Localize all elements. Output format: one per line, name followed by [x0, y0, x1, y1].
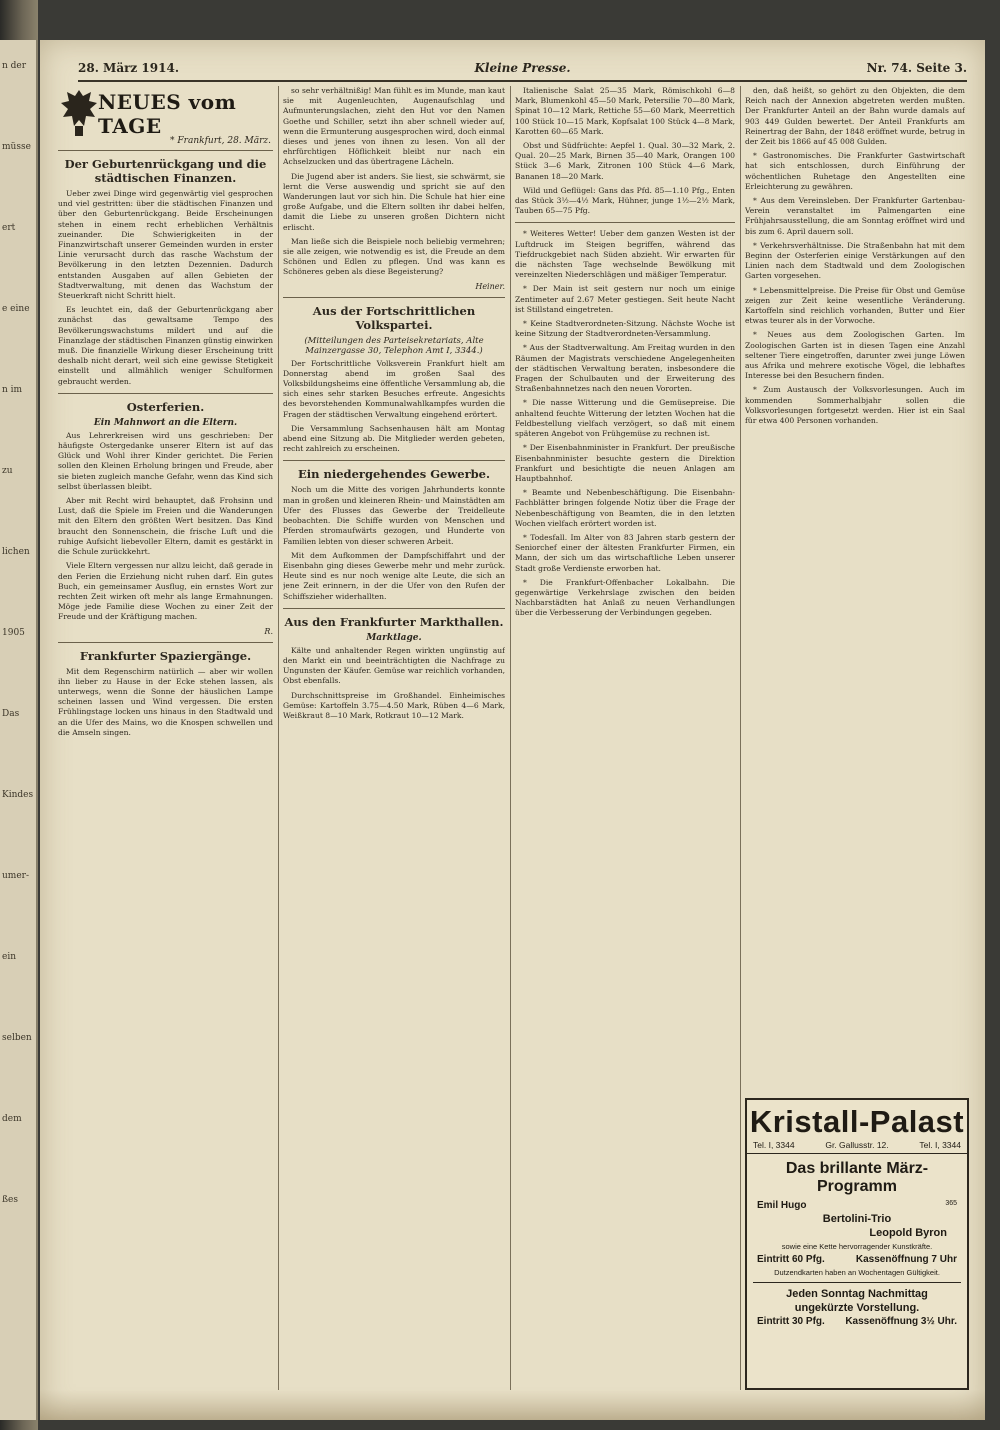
divider	[58, 393, 273, 394]
ad-contact-row	[747, 1140, 967, 1154]
divider	[515, 222, 735, 223]
fragment-line: n der	[2, 61, 27, 71]
paragraph: Der Fortschrittliche Volksverein Frankfurt hielt am Donnerstag abend im großen Saal des Volksbildungsheims eine öffentliche Versammlung ab, die sich eines sehr starken Besuches erfreute. Angesichts des bevorstehenden Kommunalwahlkampfes wurden die Fragen der städtischen Verwaltung eingehend erörtert.	[283, 358, 505, 419]
article-headline: Aus der Fortschrittlichen Volkspartei.	[312, 303, 476, 332]
notice: * Der Eisenbahnminister in Frankfurt. Der preußische Eisenbahnminister besuchte gestern die Direktion Frankfurt und besichtigte die neuen Anlagen am Hauptbahnhof.	[515, 443, 735, 483]
article-subhead: Marktlage.	[366, 632, 422, 643]
notice: * Beamte und Nebenbeschäftigung. Die Eisenbahn-Fachblätter bringen folgende Notiz über die Frage der Nebenbeschäftigung von Beamten, die in den letzten Wochen vielfach erörtert worden ist.	[515, 488, 735, 528]
signature: Heiner.	[475, 281, 505, 291]
ad-telephone: Tel. I, 3344	[753, 1140, 795, 1150]
paragraph: Durchschnittspreise im Großhandel. Einheimisches Gemüse: Kartoffeln 3.75—4.50 Mark, Rüben 4—6 Mark, Weißkraut 8—10 Mark, Rotkraut 10—12 Mark.	[283, 690, 505, 720]
ad-performer: Emil Hugo	[757, 1200, 807, 1211]
divider	[283, 608, 505, 609]
paragraph: Ueber zwei Dinge wird gegenwärtig viel gesprochen und viel gestritten: über die städtischen Finanzen und über den Geburtenrückgang. Beide Erscheinungen stehen in einem recht erheblichen Verhältnis zueinander. Die Schwierigkeiten in der Finanzwirtschaft unserer Gemeinden wurden in erster Linie verursacht durch das rasche Wachstum der Bevölkerung in den letzten Dezennien. Dadurch entstanden Ausgaben auf allen Gebieten der Stadtverwaltung, mit denen das Wachstum der Steuerkraft nicht Schritt hielt.	[58, 189, 273, 301]
fragment-line: Kindes	[2, 790, 34, 800]
article-headline: Der Geburtenrückgang und die städtischen Finanzen.	[64, 157, 267, 185]
ad-box-office: Kassenöffnung 3½ Uhr.	[845, 1316, 957, 1327]
notice: * Weiteres Wetter! Ueber dem ganzen Westen ist der Luftdruck im Steigen begriffen, während das Tiefdruckgebiet nach Süden abzieht. Wir erwarten für die nächsten Tage wechselnde Bewölkung mit vereinzelten Niederschlägen und mäßiger Temperatur.	[515, 229, 735, 280]
notice: * Neues aus dem Zoologischen Garten. Im Zoologischen Garten ist in diesen Tagen eine Anzahl seltener Tiere eingetroffen, darunter zwei junge Löwen aus Afrika und mehrere exotische Vögel, die lebhaftes Interesse bei den Besuchern finden.	[745, 330, 965, 381]
notice: * Keine Stadtverordneten-Sitzung. Nächste Woche ist keine Sitzung der Stadtverordneten-Versammlung.	[515, 319, 735, 339]
ad-admission: Eintritt 60 Pfg.	[757, 1254, 825, 1265]
frankfurt-eagle-icon	[58, 86, 100, 142]
ad-admission: Eintritt 30 Pfg.	[757, 1316, 825, 1327]
fragment-line: 1905	[2, 628, 25, 638]
paragraph: so sehr verhältnißig! Man fühlt es im Munde, man kaut sie mit Augenleuchten, Augenaufschlag und Aufmunterungslachen, zieht den Hut vor den Namen Goethe und Schiller, setzt ihn aber schnell wieder auf, wenn die Ermunterung ausgesprochen wird, doch einmal dieses und jenes von ihnen zu lesen. Von all der ehrfürchtigen Höflichkeit bleibt nur nach ein Achselzucken und das übertragene Lächeln.	[283, 86, 505, 167]
kristall-palast-advertisement	[745, 1098, 969, 1390]
paragraph: Wild und Geflügel: Gans das Pfd. 85—1.10 Pfg., Enten das Stück 3½—4½ Mark, Hühner, junge 1½—2½ Mark, Tauben 65—75 Pfg.	[515, 185, 735, 216]
paragraph: Die Versammlung Sachsenhausen hält am Montag abend eine Sitzung ab. Die Mitglieder werden gebeten, recht zahlreich zu erscheinen.	[283, 423, 505, 454]
fragment-line: n im	[2, 385, 23, 395]
fragment-line: ert	[2, 223, 16, 233]
ad-sunday-admission-row	[747, 1316, 967, 1327]
ad-sunday: Jeden Sonntag Nachmittag	[786, 1288, 928, 1300]
notice: * Verkehrsverhältnisse. Die Straßenbahn hat mit dem Beginn der Osterferien einige Verstärkungen auf den Linien nach dem Stadtwald und dem Zoologischen Garten vorgesehen.	[745, 240, 965, 281]
column-rule	[278, 86, 279, 1390]
ad-performer: Bertolini-Trio	[822, 1213, 892, 1225]
fragment-line: zu	[2, 466, 13, 476]
notice: * Gastronomisches. Die Frankfurter Gastwirtschaft hat sich entschlossen, durch Einführung der wöchentlichen Ruhetage den Angestellten eine Erleichterung zu gewähren.	[745, 151, 965, 191]
notice: * Zum Austausch der Volksvorlesungen. Auch im kommenden Sommerhalbjahr sollen die Volksvorlesungen fortgesetzt werden. Hier ist ein Saal für etwa 400 Personen vorhanden.	[745, 385, 965, 426]
notice: * Aus der Stadtverwaltung. Am Freitag wurden in den Räumen der Magistrats verschiedene Angelegenheiten der städtischen Verwaltung beraten, insbesondere die Fragen der Schulbauten und der Erweiterung des Straßenbahnnetzes nach den neuen Vororten.	[515, 343, 735, 394]
paragraph: Noch um die Mitte des vorigen Jahrhunderts konnte man in großen und kleineren Rhein- und Mainstädten am Ufer des Flusses das Gewerbe der Treidelleute beobachten. Die Schiffe wurden von Menschen und Pferden stromaufwärts gezogen, und Hunderte von Familien lebten von dieser schweren Arbeit.	[283, 485, 505, 546]
divider	[283, 460, 505, 461]
column-3	[515, 86, 735, 1390]
notice: * Die Frankfurt-Offenbacher Lokalbahn. Die gegenwärtige Verkehrslage zwischen den beiden Nachbarstädten hat Anlaß zu neuen Verhandlungen über die Verbesserung der Verbindungen gegeben.	[515, 577, 735, 618]
ad-box-office: Kassenöffnung 7 Uhr	[855, 1254, 957, 1265]
paragraph: Die Jugend aber ist anders. Sie liest, sie schwärmt, sie lernt die Verse auswendig und spricht sie auf den Wanderungen laut vor sich hin. Die Schule hat hier eine große Aufgabe, und die Eltern sollten ihr dabei helfen, damit die Liebe zu unseren großen Dichtern nicht erlischt.	[283, 171, 505, 232]
fragment-line: ßes	[2, 1195, 18, 1205]
signature: R.	[264, 626, 273, 636]
fragment-line: dem	[2, 1114, 22, 1124]
column-rule	[740, 86, 741, 1390]
paragraph: den, daß heißt, so gehört zu den Objekten, die dem Reich nach der Annexion abgetreten werden mußten. Der Frankfurter Anteil an der Bahn wurde damals auf 903 449 Gulden bewertet. Der Anteil Frankfurts am Reinertrag der Bahn, der 1848 eröffnet wurde, betrug in der Zeit bis 1866 auf 45 008 Gulden.	[745, 86, 965, 147]
fragment-line: selben	[2, 1033, 32, 1043]
ad-note: 365	[945, 1200, 957, 1207]
paragraph: Mit dem Aufkommen der Dampfschiffahrt und der Eisenbahn ging dieses Gewerbe mehr und mehr zurück. Heute sind es nur noch wenige alte Leute, die sich an jene Zeit erinnern, in der die Ufer von den Rufen der Schiffszieher widerhallten.	[283, 550, 505, 601]
fragment-line: müsse	[2, 142, 31, 152]
paragraph: Es leuchtet ein, daß der Geburtenrückgang aber zunächst das gewaltsame Tempo des Bevölkerungswachstums mildert und auf die Finanzlage der städtischen Finanzen günstig einwirken muß. Die finanzielle Wirkung dieser Erscheinung tritt deshalb nicht derart, weil sich eine gewisse Stetigkeit einstellt und allmählich weniger Schulformen gebraucht werden.	[58, 305, 273, 386]
paragraph: Mit dem Regenschirm natürlich — aber wir wollen ihn lieber zu Hause in der Ecke stehen lassen, als unterwegs, wenn die Sonne der häuslichen Lampe scheinen lassen und Wind vergessen. Die ersten Frühlingstage locken uns hinaus in den Stadtwald und an die Ufer des Mains, wo die Knospen schwellen und die Amseln singen.	[58, 666, 273, 737]
notice: * Lebensmittelpreise. Die Preise für Obst und Gemüse zeigen zur Zeit keine wesentliche Veränderung. Kartoffeln sind reichlich vorhanden, Butter und Eier etwas teurer als in der Vorwoche.	[745, 285, 965, 326]
adjacent-page-fragment	[0, 40, 36, 1420]
ad-address: Gr. Gallusstr. 12.	[825, 1140, 889, 1150]
ad-telephone: Tel. I, 3344	[919, 1140, 961, 1150]
page-number: Nr. 74. Seite 3.	[866, 61, 967, 75]
newspaper-title: Kleine Presse.	[474, 61, 571, 75]
column-1	[58, 86, 273, 1390]
section-title: NEUES vom TAGE	[98, 90, 237, 138]
divider	[283, 297, 505, 298]
ad-dozen-cards: Dutzendkarten haben an Wochentagen Gültigkeit.	[774, 1268, 940, 1277]
divider	[753, 1282, 961, 1283]
fragment-line: umer-	[2, 871, 29, 881]
column-2	[283, 86, 505, 1390]
dateline: * Frankfurt, 28. März.	[170, 136, 271, 146]
article-subhead: Ein Mahnwort an die Eltern.	[93, 417, 238, 428]
paragraph: Man ließe sich die Beispiele noch beliebig vermehren; sie alle zeigen, wie notwendig es ist, die Freude an dem Schönen und Edlen zu pflegen. Und was kann es Schöneres geben als diese Begeisterung?	[283, 236, 505, 277]
paragraph: Viele Eltern vergessen nur allzu leicht, daß gerade in den Ferien die Erziehung nicht ruhen darf. Ein gutes Buch, ein gemeinsamer Ausflug, ein ernstes Wort zur rechten Zeit wirken oft mehr als lange Ermahnungen. Möge jede Familie diese Wochen zu einer Zeit der Freude und der Kräftigung machen.	[58, 561, 273, 622]
newspaper-page	[40, 40, 985, 1420]
fragment-line: e eine	[2, 304, 30, 314]
ad-performer-row	[747, 1200, 967, 1211]
notice: * Todesfall. Im Alter von 83 Jahren starb gestern der Seniorchef einer der ältesten Frankfurter Firmen, ein Mann, der sich um das wirtschaftliche Leben unserer Stadt große Verdienste erworben hat.	[515, 532, 735, 573]
notice: * Aus dem Vereinsleben. Der Frankfurter Gartenbau-Verein veranstaltet im Palmengarten eine Frühjahrsausstellung, die am Sonntag eröffnet wird und bis zum 6. April dauern soll.	[745, 196, 965, 236]
notice: * Die nasse Witterung und die Gemüsepreise. Die anhaltend feuchte Witterung der letzten Wochen hat die Feldbestellung vielfach verzögert, so daß mit einem späteren Angebot von Frühgemüse zu rechnen ist.	[515, 398, 735, 439]
article-headline: Aus den Frankfurter Markthallen.	[284, 614, 504, 629]
paper-stain	[40, 1390, 985, 1420]
article-body	[58, 189, 273, 387]
divider	[58, 642, 273, 643]
notice: * Der Main ist seit gestern nur noch um einige Zentimeter auf 2.67 Meter gestiegen. Seit heute Nacht ist Stillstand eingetreten.	[515, 284, 735, 314]
column-4	[745, 86, 965, 1080]
ad-sunday: ungekürzte Vorstellung.	[794, 1302, 920, 1314]
paragraph: Obst und Südfrüchte: Aepfel 1. Qual. 30—32 Mark, 2. Qual. 20—25 Mark, Birnen 35—40 Mark, Orangen 100 Stück 3—6 Mark, Zitronen 100 Stück 4—6 Mark, Bananen 18—20 Mark.	[515, 141, 735, 181]
ad-more-acts: sowie eine Kette hervorragender Kunstkräfte.	[781, 1242, 933, 1251]
fragment-line: Das	[2, 709, 20, 719]
running-head	[78, 58, 967, 82]
paragraph: Aber mit Recht wird behauptet, daß Frohsinn und Lust, daß die Spiele im Freien und die Wanderungen mit den Eltern den größten Wert besitzen. Das Kind braucht den Sonnenschein, die frische Luft und die ruhige Aufsicht liebevoller Eltern, damit es gestärkt in die Schule zurückkehrt.	[58, 496, 273, 557]
ad-title: Kristall-Palast	[749, 1104, 965, 1139]
article-headline: Osterferien.	[126, 399, 205, 414]
issue-date: 28. März 1914.	[78, 61, 180, 75]
ad-admission-row	[747, 1254, 967, 1265]
article-headline: Frankfurter Spaziergänge.	[79, 648, 252, 663]
paragraph: Italienische Salat 25—35 Mark, Römischkohl 6—8 Mark, Blumenkohl 45—50 Mark, Petersilie 70—80 Mark, Spinat 10—12 Mark, Rettiche 55—60 Mark, Meerrettich 100 Stück 10—15 Mark, Kopfsalat 100 Stück 4—8 Mark, Karotten 60—65 Mark.	[515, 86, 735, 136]
fragment-line: ein	[2, 952, 17, 962]
ad-headline: Das brillante März-Programm	[785, 1160, 929, 1195]
ad-performer: Leopold Byron	[869, 1227, 947, 1239]
article-headline: Ein niedergehendes Gewerbe.	[298, 467, 490, 482]
fragment-line: lichen	[2, 547, 30, 557]
paragraph: Kälte und anhaltender Regen wirkten ungünstig auf den Markt ein und beeinträchtigten die Nachfrage zu Ungunsten der Käufer. Gemüse war reichlich vorhanden, Obst ebenfalls.	[283, 645, 505, 686]
paragraph: Aus Lehrerkreisen wird uns geschrieben: Der häufigste Ostergedanke unserer Eltern ist auf das Glück und Wohl ihrer Kinder gerichtet. Die Ferien sollen den Kleinen Erholung bringen und Freude, aber sie bieten zugleich manche Gefahr, wenn das Kind sich selbst überlassen bleibt.	[58, 430, 273, 491]
article-subhead: (Mitteilungen des Parteisekretariats, Alte Mainzergasse 30, Telephon Amt I, 3344.)	[304, 335, 484, 356]
column-rule	[510, 86, 511, 1390]
section-masthead	[58, 86, 273, 151]
